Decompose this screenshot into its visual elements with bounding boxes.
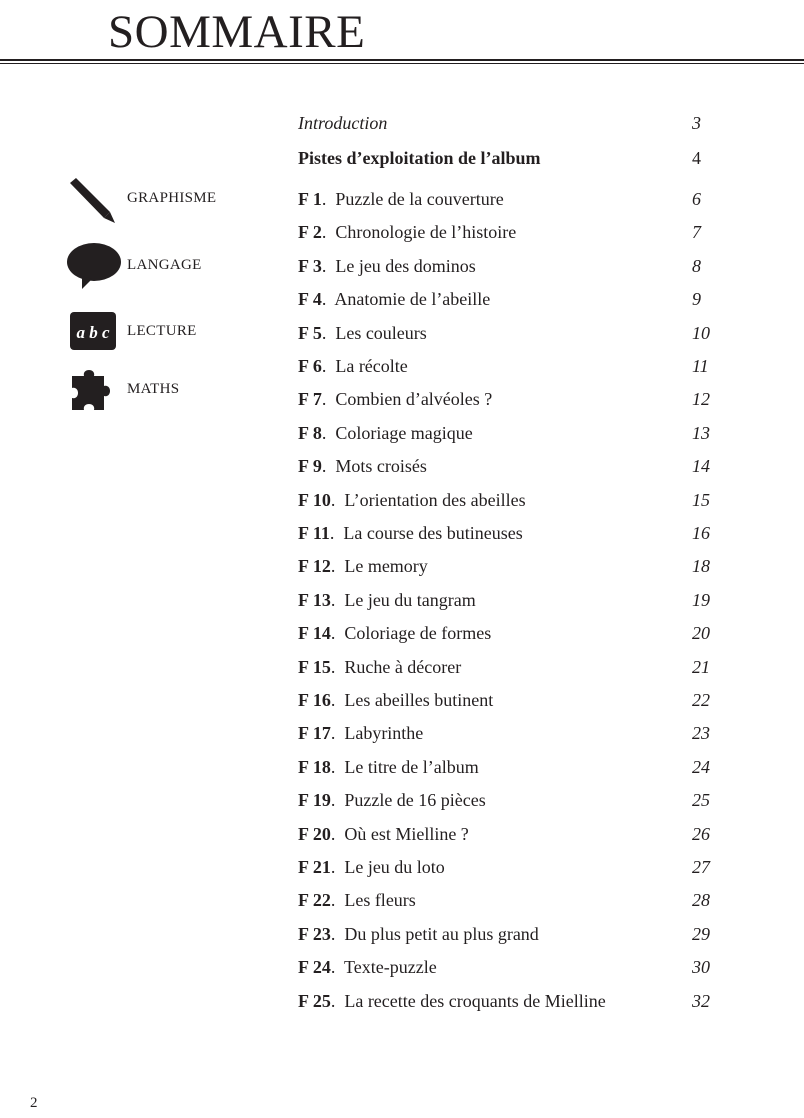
toc-entry-title: L’orientation des abeilles bbox=[344, 489, 526, 510]
toc-entry-page: 16 bbox=[692, 523, 710, 543]
toc-entry-number: F 2 bbox=[298, 222, 322, 243]
toc-entry-title: Chronologie de l’histoire bbox=[335, 222, 517, 243]
legend-item-maths bbox=[66, 364, 276, 414]
legend-label: LANGAGE bbox=[127, 257, 202, 273]
toc-entry-number: F 1 bbox=[298, 189, 322, 209]
toc-entry-number: F 25 bbox=[298, 990, 331, 1011]
legend-label: GRAPHISME bbox=[127, 190, 217, 206]
toc-entry-number: F 14 bbox=[298, 623, 331, 644]
toc-entry-number: F 13 bbox=[298, 589, 331, 610]
toc-entry[interactable] bbox=[298, 453, 718, 479]
toc-entry-number: F 19 bbox=[298, 790, 331, 811]
toc-entry-title: Anatomie de l’abeille bbox=[334, 289, 491, 310]
toc-entry-title: La récolte bbox=[335, 356, 408, 376]
toc-entry-page: 27 bbox=[692, 857, 710, 877]
toc-entry-separator: . bbox=[330, 723, 345, 744]
toc-entry-page: 20 bbox=[692, 623, 710, 644]
toc-entry-title: Puzzle de la couverture bbox=[335, 189, 504, 209]
toc-intro-page: 3 bbox=[692, 113, 701, 133]
toc-entry-number: F 23 bbox=[298, 923, 331, 944]
toc-entry[interactable] bbox=[298, 253, 718, 279]
toc-entry-page: 14 bbox=[692, 456, 710, 477]
toc-entry-label bbox=[298, 687, 493, 713]
toc-entry-number: F 5 bbox=[298, 322, 322, 343]
toc-entry[interactable] bbox=[298, 219, 718, 245]
toc-entry-label bbox=[298, 320, 427, 346]
toc-entry-title: Coloriage magique bbox=[335, 422, 473, 443]
toc-entry-page: 13 bbox=[692, 422, 710, 443]
toc-entry[interactable] bbox=[298, 954, 718, 980]
toc-entry-label bbox=[298, 787, 486, 813]
toc-entry-title: Puzzle de 16 pièces bbox=[344, 790, 486, 811]
toc-entry-title: Le jeu du loto bbox=[344, 857, 445, 877]
toc-entry-label bbox=[298, 453, 427, 479]
toc-entry[interactable] bbox=[298, 520, 718, 546]
toc-entry[interactable] bbox=[298, 821, 718, 847]
toc-entry-label bbox=[298, 821, 469, 847]
toc-entry-title: Les abeilles butinent bbox=[344, 690, 494, 710]
legend-item-graphisme bbox=[66, 177, 276, 227]
toc-entry-separator: . bbox=[329, 523, 344, 543]
puzzle-piece-icon bbox=[66, 364, 122, 414]
toc-entry-separator: . bbox=[330, 756, 345, 777]
toc-entry-separator: . bbox=[330, 656, 345, 677]
toc-entry-title: Le jeu des dominos bbox=[335, 255, 476, 276]
toc-entry-title: Texte-puzzle bbox=[344, 957, 437, 978]
toc-entry-label bbox=[298, 420, 473, 446]
toc-entry-number: F 3 bbox=[298, 255, 322, 276]
toc-entry-title: Coloriage de formes bbox=[344, 623, 492, 644]
toc-entry[interactable] bbox=[298, 420, 718, 446]
toc-entry[interactable] bbox=[298, 320, 718, 346]
toc-entry-label bbox=[298, 887, 416, 913]
toc-entry-separator: . bbox=[321, 255, 336, 276]
page-number: 2 bbox=[30, 1095, 38, 1111]
toc-entry-label bbox=[298, 286, 490, 312]
toc-entry-number: F 10 bbox=[298, 489, 331, 510]
toc-entry-number: F 15 bbox=[298, 656, 331, 677]
toc-entry-label bbox=[298, 353, 408, 379]
toc-entry-title: Ruche à décorer bbox=[344, 656, 462, 677]
toc-entry[interactable] bbox=[298, 386, 718, 412]
toc-entry[interactable] bbox=[298, 921, 718, 947]
legend-item-lecture bbox=[66, 312, 276, 362]
toc-intro[interactable] bbox=[298, 110, 718, 136]
toc-entry[interactable] bbox=[298, 553, 718, 579]
toc-entry-page: 6 bbox=[692, 189, 701, 209]
title-rule-thin bbox=[0, 63, 804, 64]
toc-entry[interactable] bbox=[298, 353, 718, 379]
toc-entry-separator: . bbox=[321, 356, 336, 376]
toc-entry[interactable] bbox=[298, 787, 718, 813]
toc-entry-number: F 11 bbox=[298, 523, 330, 543]
toc-entry-label bbox=[298, 553, 428, 579]
toc-entry-title: Où est Mielline ? bbox=[344, 823, 469, 844]
toc-entry-number: F 12 bbox=[298, 556, 331, 577]
toc-entry-label bbox=[298, 386, 492, 412]
toc-entry-page: 12 bbox=[692, 389, 710, 410]
toc-entry-separator: . bbox=[321, 389, 336, 410]
toc-entry[interactable] bbox=[298, 754, 718, 780]
toc-entry-number: F 17 bbox=[298, 723, 331, 744]
toc-entry-number: F 7 bbox=[298, 389, 322, 410]
toc-entry-page: 22 bbox=[692, 690, 710, 710]
toc-entry-number: F 22 bbox=[298, 890, 331, 911]
toc-entry-page: 11 bbox=[692, 356, 709, 376]
toc-entry-title: Les couleurs bbox=[335, 322, 427, 343]
legend-label: LECTURE bbox=[127, 323, 197, 339]
toc-entry-separator: . bbox=[330, 589, 345, 610]
toc-entry[interactable] bbox=[298, 286, 718, 312]
toc-entry-label bbox=[298, 620, 491, 646]
toc-entry-separator: . bbox=[321, 289, 335, 310]
toc-entry-label bbox=[298, 754, 479, 780]
toc-entry-separator: . bbox=[330, 957, 345, 978]
toc-entry-title: La recette des croquants de Mielline bbox=[344, 990, 606, 1011]
toc-entry-separator: . bbox=[321, 456, 336, 477]
toc-entry[interactable] bbox=[298, 186, 718, 212]
toc-intro-label: Introduction bbox=[298, 113, 388, 133]
toc-entry-page: 32 bbox=[692, 990, 710, 1011]
toc-entry-separator: . bbox=[330, 790, 345, 811]
toc-entry[interactable] bbox=[298, 687, 718, 713]
toc-entry-page: 7 bbox=[692, 222, 701, 243]
toc-section-label: Pistes d’exploitation de l’album bbox=[298, 148, 541, 168]
toc-entry-separator: . bbox=[330, 857, 345, 877]
toc-entry-separator: . bbox=[330, 489, 345, 510]
toc-entry-title: Le titre de l’album bbox=[344, 756, 479, 777]
toc-entry-title: Le jeu du tangram bbox=[344, 589, 476, 610]
toc-entry-number: F 20 bbox=[298, 823, 331, 844]
toc-entry-separator: . bbox=[330, 823, 345, 844]
toc-entry-separator: . bbox=[321, 189, 336, 209]
toc-entry-page: 26 bbox=[692, 823, 710, 844]
toc-entry[interactable] bbox=[298, 587, 718, 613]
legend-item-langage bbox=[66, 242, 276, 292]
toc-entry-label bbox=[298, 654, 461, 680]
toc-entry-title: Combien d’alvéoles ? bbox=[335, 389, 493, 410]
toc-entry-label bbox=[298, 988, 606, 1014]
toc-entry-label bbox=[298, 520, 523, 546]
toc-entry[interactable] bbox=[298, 887, 718, 913]
toc-entry-separator: . bbox=[330, 556, 345, 577]
abc-icon-text: a b c bbox=[76, 323, 110, 342]
title-rule-thick bbox=[0, 59, 804, 61]
toc-entry-separator: . bbox=[321, 422, 336, 443]
toc-entry-label bbox=[298, 720, 423, 746]
toc-entry-page: 8 bbox=[692, 255, 701, 276]
toc-entry-page: 25 bbox=[692, 790, 710, 811]
toc-entry[interactable] bbox=[298, 988, 718, 1014]
toc-entry-page: 19 bbox=[692, 589, 710, 610]
toc-entry-page: 21 bbox=[692, 656, 710, 677]
toc-entry-separator: . bbox=[330, 623, 345, 644]
abc-icon bbox=[66, 312, 122, 362]
toc-entry[interactable] bbox=[298, 620, 718, 646]
toc-entry-label bbox=[298, 186, 504, 212]
toc-entry-number: F 8 bbox=[298, 422, 322, 443]
toc-entry-separator: . bbox=[330, 690, 345, 710]
toc-entry-number: F 4 bbox=[298, 289, 322, 310]
toc-entry-separator: . bbox=[321, 322, 336, 343]
toc-entry-title: Le memory bbox=[344, 556, 428, 577]
toc-entry-page: 18 bbox=[692, 556, 710, 577]
toc-entry-label bbox=[298, 921, 539, 947]
toc-entry-page: 9 bbox=[692, 289, 701, 310]
toc-entry-number: F 18 bbox=[298, 756, 331, 777]
toc-entry-page: 23 bbox=[692, 723, 710, 744]
toc-entry-separator: . bbox=[330, 990, 345, 1011]
toc-entry-page: 10 bbox=[692, 322, 710, 343]
toc-section[interactable] bbox=[298, 145, 718, 171]
toc-entry[interactable] bbox=[298, 720, 718, 746]
toc-entry-number: F 24 bbox=[298, 957, 331, 978]
toc-entry-title: Mots croisés bbox=[335, 456, 427, 477]
toc-entry-separator: . bbox=[330, 890, 345, 911]
toc-entry[interactable] bbox=[298, 854, 718, 880]
toc-entry-page: 24 bbox=[692, 756, 710, 777]
toc-entry-title: Les fleurs bbox=[344, 890, 416, 911]
toc-entry-number: F 6 bbox=[298, 356, 322, 376]
toc-entry-title: La course des butineuses bbox=[343, 523, 523, 543]
page-title: SOMMAIRE bbox=[108, 6, 366, 58]
toc-entry-title: Du plus petit au plus grand bbox=[344, 923, 539, 944]
toc-entry[interactable] bbox=[298, 654, 718, 680]
toc-entry-label bbox=[298, 219, 516, 245]
toc-entry-separator: . bbox=[330, 923, 345, 944]
toc-entry-label bbox=[298, 854, 445, 880]
toc-entry-page: 15 bbox=[692, 489, 710, 510]
speech-bubble-icon bbox=[66, 242, 122, 292]
toc-entry-label bbox=[298, 587, 476, 613]
toc-entry[interactable] bbox=[298, 487, 718, 513]
toc-entry-page: 29 bbox=[692, 923, 710, 944]
toc-entry-number: F 16 bbox=[298, 690, 331, 710]
toc-entry-number: F 21 bbox=[298, 857, 331, 877]
toc-entry-page: 28 bbox=[692, 890, 710, 911]
toc-section-page: 4 bbox=[692, 148, 701, 168]
toc-entry-label bbox=[298, 954, 437, 980]
toc-entry-page: 30 bbox=[692, 957, 710, 978]
toc-entry-label bbox=[298, 487, 526, 513]
toc-entry-number: F 9 bbox=[298, 456, 322, 477]
toc-entry-title: Labyrinthe bbox=[344, 723, 424, 744]
pencil-icon bbox=[66, 177, 122, 227]
toc-entry-label bbox=[298, 253, 476, 279]
legend-label: MATHS bbox=[127, 381, 180, 397]
toc-entry-separator: . bbox=[321, 222, 336, 243]
